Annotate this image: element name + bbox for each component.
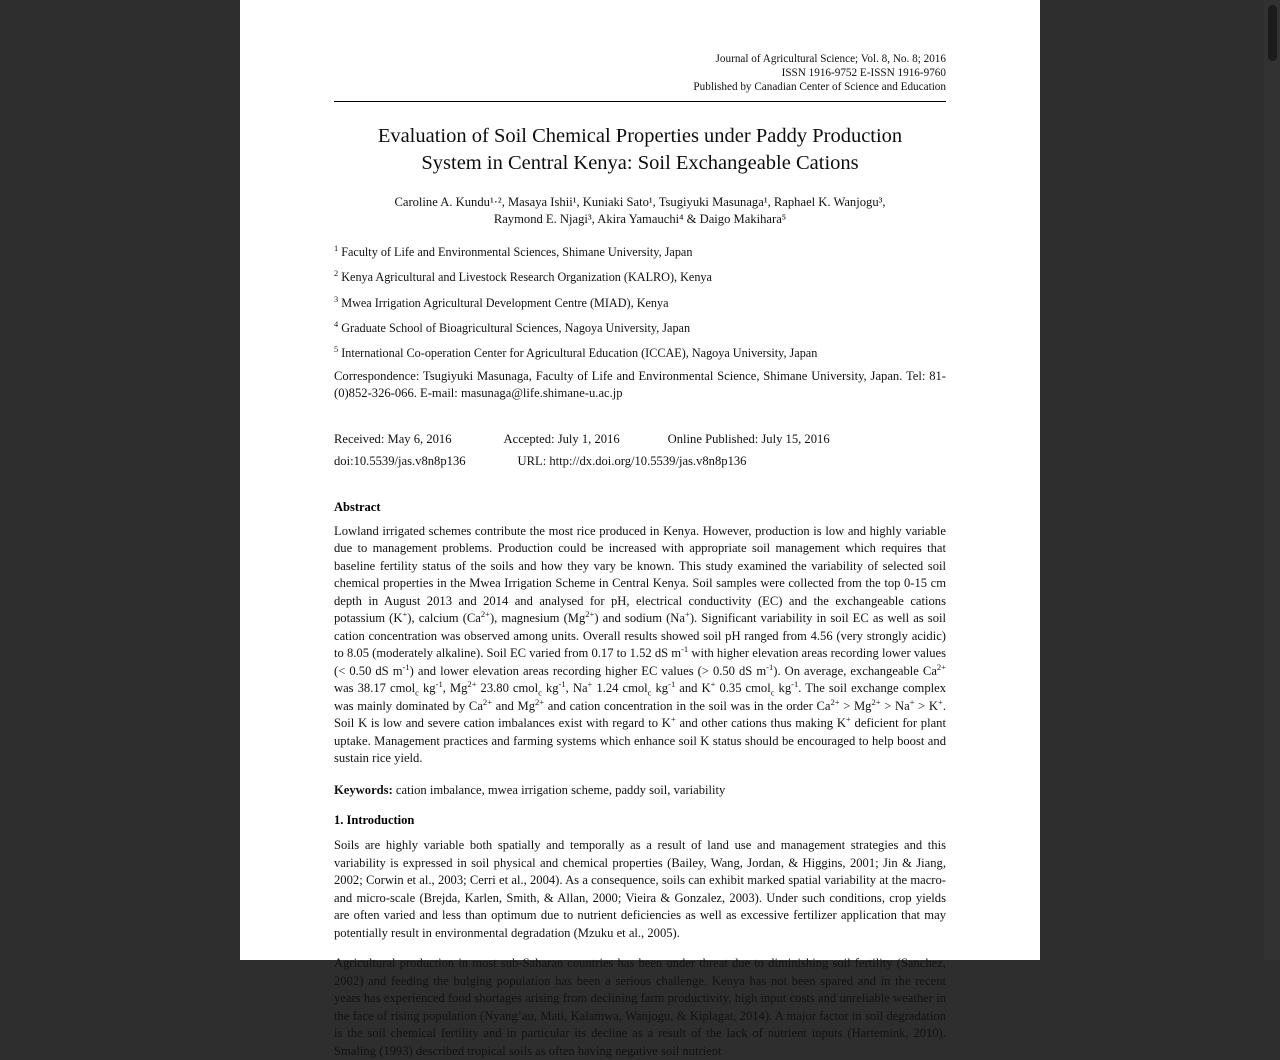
journal-title-line: Journal of Agricultural Science; Vol. 8, No. 8; 2016 (715, 53, 946, 65)
abstract-seg: . The soil exchange complex was mainly dominated by Ca (334, 681, 947, 713)
affiliation-item (334, 266, 946, 285)
abstract-seg: > Na (880, 698, 910, 713)
abstract-seg: Lowland irrigated schemes contribute the most rice produced in Kenya. However, production is low and highly variable due to management problems. Production could be increased with appropriate soil management which requires that baseline fertility status of the soils and how they vary be known. This study examined the variability of selected soil chemical properties in the Mwea Irrigation Scheme in Central Kenya. Soil samples were collected from the top 0-15 cm depth in August 2013 and 2014 and analysed for pH, electrical conductivity (EC) and the exchangeable cations potassium (K (334, 523, 946, 626)
sup-2plus: 2+ (480, 609, 490, 620)
affiliation-marker: 2 (334, 269, 339, 279)
introduction-heading: 1. Introduction (334, 813, 415, 828)
abstract-seg: , Na (565, 681, 588, 696)
abstract-seg: > K (914, 698, 938, 713)
sup-plus: + (587, 679, 593, 690)
introduction-paragraph-1: Soils are highly variable both spatially and temporally as a result of land use and management strategies and this variability is expressed in soil physical and chemical properties (Bailey, Wang, Jordan, & Higgins, 2001; Jin & Jiang, 2002; Corwin et al., 2003; Cerri et al., 2004). As a consequence, soils can exhibit marked spatial variability at the macro- and micro-scale (Brejda, Karlen, Smith, & Allan, 2000; Vieira & Gonzalez, 2003). Under such conditions, crop yields are often varied and less than optimum due to nutrient deficiencies as well as excessive fertilizer application that may potentially result in environmental degradation (Mzuku et al., 2005). (334, 838, 946, 940)
sup-plus: + (402, 609, 408, 620)
abstract-heading: Abstract (334, 499, 381, 514)
sup-plus: + (670, 714, 676, 725)
journal-running-head (334, 0, 946, 95)
abstract-seg: kg (541, 681, 559, 696)
publication-dates (334, 428, 946, 472)
introduction-paragraph-2: Agricultural production in most sub-Saharan countries has been under threat due to diminishing soil fertility (Sanchez, 2002) and feeding the bulging population has been a serious challenge. Kenya has not been spared and in the recent years has experienced food shortages arising from declining farm productivity, high input costs and unreliable weather in the face of rising population (Nyang’au, Mati, Kalamwa, Wanjogu, & Kiplagat, 2014). A major factor in soil degradation is the soil chemical fertility and in particular its decline as a result of the lack of nutrient inputs (Hartemink, 2010). Smaling (1993) described tropical soils as often having negative soil nutrient (334, 956, 946, 1058)
vertical-scrollbar[interactable] (1264, 0, 1280, 960)
abstract-seg: . Soil K is low and severe cation imbalances exist with regard to K (334, 698, 946, 731)
abstract-seg: and Mg (492, 698, 535, 713)
title-line-1: Evaluation of Soil Chemical Properties under Paddy Production (377, 124, 903, 147)
abstract-paragraph (334, 523, 946, 768)
abstract-seg: 23.80 cmol (476, 681, 539, 696)
sup-minus1: -1 (681, 644, 689, 655)
abstract-seg: ) and lower elevation areas recording higher EC values (> 0.50 dS m (409, 663, 767, 678)
sup-2plus: 2+ (871, 696, 881, 707)
page-content (334, 0, 946, 1060)
abstract-seg: , Mg (442, 681, 468, 696)
abstract-seg: and cation concentration in the soil was in the order Ca (544, 698, 831, 713)
sup-2plus: 2+ (482, 696, 493, 707)
sup-minus1: -1 (435, 679, 443, 690)
affiliation-text: Kenya Agricultural and Livestock Research Organization (KALRO), Kenya (341, 270, 712, 285)
sup-plus: + (710, 679, 716, 690)
abstract-seg: kg (651, 681, 669, 696)
author-line-1: Caroline A. Kundu¹·², Masaya Ishii¹, Kuniaki Sato¹, Tsugiyuki Masunaga¹, Raphael K. Wanjogu³, (394, 194, 886, 209)
sup-2plus: 2+ (535, 696, 545, 707)
title-line-2: System in Central Kenya: Soil Exchangeable Cations (421, 151, 859, 174)
dates-row (334, 428, 946, 450)
abstract-seg: ). On average, exchangeable Ca (773, 663, 937, 678)
abstract-seg: 0.35 cmol (715, 681, 771, 696)
accepted-date: Accepted: July 1, 2016 (503, 431, 620, 446)
abstract-seg: ), magnesium (Mg (489, 611, 586, 626)
sub-c: c (647, 687, 652, 698)
abstract-seg: and other cations thus making K (675, 716, 846, 731)
received-date: Received: May 6, 2016 (334, 431, 452, 446)
author-line-2: Raymond E. Njagi³, Akira Yamauchi⁴ & Daigo Makihara⁵ (493, 211, 787, 226)
sub-c: c (415, 687, 419, 698)
sup-minus1: -1 (766, 661, 774, 672)
sup-plus: + (685, 609, 690, 620)
sup-2plus: 2+ (936, 661, 946, 672)
affiliation-marker: 3 (334, 294, 339, 304)
affiliation-marker: 4 (334, 319, 339, 329)
sup-2plus: 2+ (585, 609, 595, 620)
affiliation-text: International Co-operation Center for Agricultural Education (ICCAE), Nagoya University, Japan (341, 346, 818, 361)
doi-text: doi:10.5539/jas.v8n8p136 (334, 453, 466, 468)
correspondence-block: Correspondence: Tsugiyuki Masunaga, Faculty of Life and Environmental Science, Shimane University, Japan. Tel: 81-(0)852-326-066. E-mail: masunaga@life.shimane-u.ac.jp (334, 368, 946, 401)
doi-row (334, 450, 946, 472)
sub-c: c (770, 687, 775, 698)
abstract-seg: and K (675, 681, 711, 696)
abstract-seg: was 38.17 cmol (334, 681, 416, 696)
sup-plus: + (909, 696, 915, 707)
abstract-seg: ) and sodium (Na (594, 611, 685, 626)
sup-minus1: -1 (791, 679, 799, 690)
affiliation-marker: 5 (334, 345, 339, 355)
sup-2plus: 2+ (467, 679, 477, 690)
journal-publisher-line: Published by Canadian Center of Science and Education (693, 81, 946, 94)
sup-minus1: -1 (668, 679, 676, 690)
sup-minus1: -1 (402, 661, 410, 672)
abstract-seg: 1.24 cmol (592, 681, 648, 696)
abstract-seg: with higher elevation areas recording lower values (< 0.50 dS m (334, 646, 946, 678)
author-list (334, 194, 946, 228)
affiliation-text: Graduate School of Bioagricultural Sciences, Nagoya University, Japan (341, 321, 691, 336)
header-divider (334, 101, 946, 102)
sub-c: c (538, 687, 542, 698)
scrollbar-thumb[interactable] (1268, 5, 1277, 61)
sup-minus1: -1 (558, 679, 566, 690)
affiliation-item (334, 292, 946, 311)
abstract-seg: ). Significant variability in soil EC as well as soil cation concentration was observed among units. Overall results showed soil pH ranged from 4.56 (very strongly acidic) to 8.05 (moderately alkaline). Soil EC varied from 0.17 to 1.52 dS m (334, 611, 947, 661)
keywords-label: Keywords: (334, 782, 393, 797)
abstract-seg: ), calcium (Ca (407, 611, 481, 626)
sup-plus: + (845, 714, 851, 725)
page-title (334, 123, 946, 177)
sup-2plus: 2+ (830, 696, 840, 707)
document-page (240, 0, 1040, 1058)
abstract-seg: kg (418, 681, 436, 696)
doi-url[interactable]: URL: http://dx.doi.org/10.5539/jas.v8n8p136 (517, 453, 747, 468)
keywords-text: cation imbalance, mwea irrigation scheme, paddy soil, variability (392, 782, 726, 797)
abstract-seg: > Mg (839, 698, 872, 713)
journal-issn-line: ISSN 1916-9752 E-ISSN 1916-9760 (781, 67, 946, 80)
affiliation-text: Mwea Irrigation Agricultural Development Centre (MIAD), Kenya (341, 295, 669, 310)
keywords-block (334, 782, 946, 800)
online-published-date: Online Published: July 15, 2016 (667, 431, 830, 446)
affiliation-list (334, 241, 946, 362)
sup-plus: + (938, 696, 943, 707)
affiliation-item (334, 241, 946, 260)
affiliation-marker: 1 (334, 243, 339, 253)
abstract-seg: deficient for plant uptake. Management practices and farming systems which enhance soil K status should be encouraged to help boost and sustain rice yield. (334, 716, 946, 766)
affiliation-item (334, 317, 946, 336)
abstract-seg: kg (774, 681, 792, 696)
affiliation-item (334, 342, 946, 361)
affiliation-text: Faculty of Life and Environmental Sciences, Shimane University, Japan (341, 244, 693, 259)
